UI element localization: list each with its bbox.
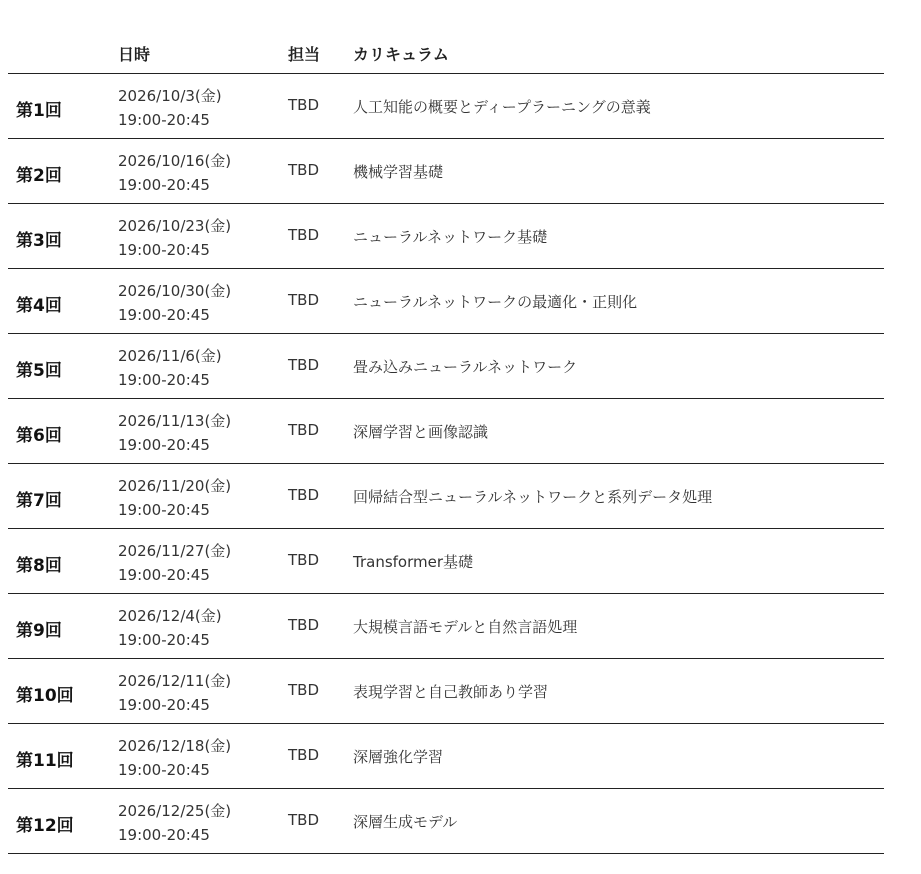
curriculum-value: ニューラルネットワークの最適化・正則化 bbox=[353, 293, 638, 311]
round-label: 第4回 bbox=[16, 296, 62, 316]
round-label: 第8回 bbox=[16, 556, 62, 576]
curriculum-value: 深層生成モデル bbox=[353, 813, 458, 831]
date-time-cell bbox=[118, 474, 231, 522]
table-row bbox=[8, 269, 884, 334]
date-value: 2026/12/4(金) bbox=[118, 607, 222, 625]
table-row bbox=[8, 594, 884, 659]
time-value: 19:00-20:45 bbox=[118, 241, 210, 259]
date-value: 2026/12/25(金) bbox=[118, 802, 232, 820]
curriculum-value: ニューラルネットワーク基礎 bbox=[353, 228, 548, 246]
staff-value: TBD bbox=[288, 811, 320, 829]
round-label: 第10回 bbox=[16, 686, 74, 706]
round-label: 第9回 bbox=[16, 621, 62, 641]
date-value: 2026/11/6(金) bbox=[118, 347, 222, 365]
time-value: 19:00-20:45 bbox=[118, 436, 210, 454]
date-value: 2026/11/27(金) bbox=[118, 542, 232, 560]
staff-value: TBD bbox=[288, 681, 320, 699]
schedule-table bbox=[8, 34, 884, 854]
date-value: 2026/11/20(金) bbox=[118, 477, 232, 495]
time-value: 19:00-20:45 bbox=[118, 306, 210, 324]
round-label: 第12回 bbox=[16, 816, 74, 836]
curriculum-value: 深層強化学習 bbox=[353, 748, 444, 766]
date-time-cell bbox=[118, 604, 222, 652]
round-label: 第3回 bbox=[16, 231, 62, 251]
table-row bbox=[8, 529, 884, 594]
table-row bbox=[8, 334, 884, 399]
date-time-cell bbox=[118, 799, 231, 847]
time-value: 19:00-20:45 bbox=[118, 371, 210, 389]
staff-value: TBD bbox=[288, 551, 320, 569]
curriculum-value: 人工知能の概要とディープラーニングの意義 bbox=[353, 98, 651, 116]
time-value: 19:00-20:45 bbox=[118, 566, 210, 584]
time-value: 19:00-20:45 bbox=[118, 761, 210, 779]
curriculum-value: 深層学習と画像認識 bbox=[353, 423, 489, 441]
date-time-cell bbox=[118, 734, 231, 782]
round-label: 第7回 bbox=[16, 491, 62, 511]
curriculum-value: 畳み込みニューラルネットワーク bbox=[353, 358, 578, 376]
table-row bbox=[8, 139, 884, 204]
round-label: 第11回 bbox=[16, 751, 74, 771]
table-row bbox=[8, 724, 884, 789]
table-row bbox=[8, 399, 884, 464]
date-value: 2026/12/11(金) bbox=[118, 672, 232, 690]
staff-value: TBD bbox=[288, 161, 320, 179]
time-value: 19:00-20:45 bbox=[118, 696, 210, 714]
curriculum-value: 機械学習基礎 bbox=[353, 163, 444, 181]
date-value: 2026/11/13(金) bbox=[118, 412, 232, 430]
date-time-cell bbox=[118, 539, 231, 587]
curriculum-value: 表現学習と自己教師あり学習 bbox=[353, 683, 549, 701]
table-row bbox=[8, 464, 884, 529]
date-time-cell bbox=[118, 409, 231, 457]
date-time-cell bbox=[118, 344, 222, 392]
time-value: 19:00-20:45 bbox=[118, 176, 210, 194]
table-row bbox=[8, 204, 884, 269]
staff-value: TBD bbox=[288, 421, 320, 439]
date-value: 2026/10/16(金) bbox=[118, 152, 232, 170]
date-time-cell bbox=[118, 279, 231, 327]
staff-value: TBD bbox=[288, 616, 320, 634]
header-curriculum: カリキュラム bbox=[353, 45, 449, 64]
date-time-cell bbox=[118, 149, 231, 197]
time-value: 19:00-20:45 bbox=[118, 501, 210, 519]
round-label: 第2回 bbox=[16, 166, 62, 186]
round-label: 第1回 bbox=[16, 101, 62, 121]
table-header-row bbox=[8, 34, 884, 74]
time-value: 19:00-20:45 bbox=[118, 631, 210, 649]
date-time-cell bbox=[118, 669, 231, 717]
staff-value: TBD bbox=[288, 96, 320, 114]
table-row bbox=[8, 789, 884, 854]
time-value: 19:00-20:45 bbox=[118, 111, 210, 129]
date-value: 2026/10/23(金) bbox=[118, 217, 232, 235]
header-staff: 担当 bbox=[288, 45, 321, 64]
date-value: 2026/10/3(金) bbox=[118, 87, 222, 105]
table-row bbox=[8, 659, 884, 724]
staff-value: TBD bbox=[288, 226, 320, 244]
header-date: 日時 bbox=[118, 45, 151, 64]
date-time-cell bbox=[118, 84, 222, 132]
staff-value: TBD bbox=[288, 486, 320, 504]
round-label: 第5回 bbox=[16, 361, 62, 381]
date-time-cell bbox=[118, 214, 231, 262]
staff-value: TBD bbox=[288, 291, 320, 309]
staff-value: TBD bbox=[288, 356, 320, 374]
staff-value: TBD bbox=[288, 746, 320, 764]
curriculum-value: 大規模言語モデルと自然言語処理 bbox=[353, 618, 578, 636]
time-value: 19:00-20:45 bbox=[118, 826, 210, 844]
date-value: 2026/12/18(金) bbox=[118, 737, 232, 755]
round-label: 第6回 bbox=[16, 426, 62, 446]
date-value: 2026/10/30(金) bbox=[118, 282, 232, 300]
table-row bbox=[8, 74, 884, 139]
curriculum-value: Transformer基礎 bbox=[353, 553, 474, 571]
curriculum-value: 回帰結合型ニューラルネットワークと系列データ処理 bbox=[353, 488, 713, 506]
